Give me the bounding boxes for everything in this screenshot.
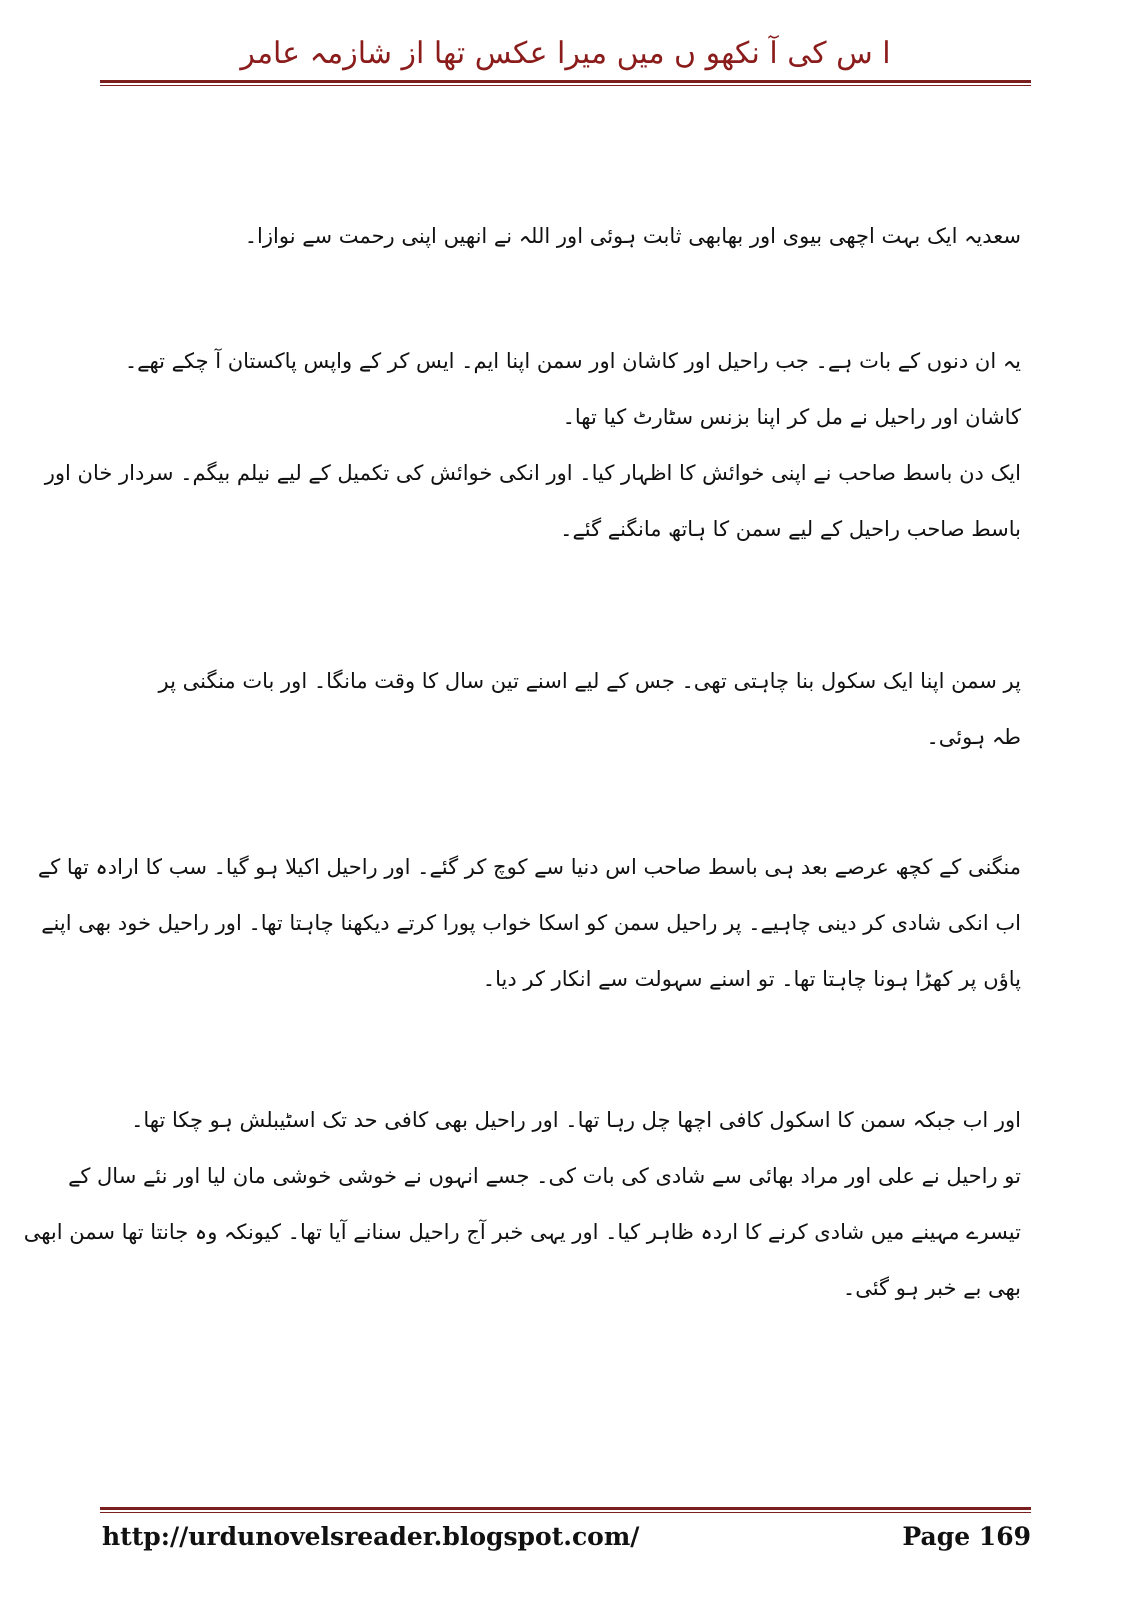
page-header-title: ا س کی آ نکھو ں میں میرا عکس تھا از شازمہ عامر bbox=[240, 36, 891, 71]
text-line: پر سمن اپنا ایک سکول بنا چاہتی تھی۔ جس کے لیے اسنے تین سال کا وقت مانگا۔ اور بات منگنی پر bbox=[158, 669, 1021, 693]
text-line: کاشان اور راحیل نے مل کر اپنا بزنس سٹارٹ کیا تھا۔ bbox=[562, 405, 1021, 429]
text-line: باسط صاحب راحیل کے لیے سمن کا ہاتھ مانگنے گئے۔ bbox=[560, 517, 1021, 541]
text-line: سعدیہ ایک بہت اچھی بیوی اور بھابھی ثابت ہوئی اور اللہ نے انھیں اپنی رحمت سے نوازا۔ bbox=[244, 224, 1021, 248]
text-line: طہ ہوئی۔ bbox=[926, 725, 1021, 749]
text-line: یہ ان دنوں کے بات ہے۔ جب راحیل اور کاشان اور سمن اپنا ایم۔ ایس کر کے واپس پاکستان آ چکے تھے۔ bbox=[124, 349, 1021, 373]
page-number: Page 169 bbox=[902, 1522, 1031, 1551]
text-line: تیسرے مہینے میں شادی کرنے کا اردہ ظاہر کیا۔ اور یہی خبر آج راحیل سنانے آیا تھا۔ کیونکہ وہ جانتا تھا سمن ابھی bbox=[23, 1220, 1021, 1244]
text-line: تو راحیل نے علی اور مراد بھائی سے شادی کی بات کی۔ جسے انہوں نے خوشی خوشی مان لیا اور نئے سال کے bbox=[68, 1164, 1021, 1188]
text-line: پاؤں پر کھڑا ہونا چاہتا تھا۔ تو اسنے سہولت سے انکار کر دیا۔ bbox=[482, 967, 1021, 991]
text-line: بھی بے خبر ہو گئی۔ bbox=[842, 1276, 1021, 1300]
footer-divider bbox=[100, 1507, 1031, 1513]
text-line: اب انکی شادی کر دینی چاہیے۔ پر راحیل سمن کو اسکا خواب پورا کرتے دیکھنا چاہتا تھا۔ اور راحیل خود بھی اپنے bbox=[41, 911, 1021, 935]
paragraph-2 bbox=[45, 333, 1021, 557]
paragraph-1 bbox=[245, 208, 1021, 264]
paragraph-3 bbox=[159, 653, 1021, 765]
text-line: اور اب جبکہ سمن کا اسکول کافی اچھا چل رہا تھا۔ اور راحیل بھی کافی حد تک اسٹیبلش ہو چکا تھا۔ bbox=[131, 1108, 1021, 1132]
text-line: ایک دن باسط صاحب نے اپنی خوائش کا اظہار کیا۔ اور انکی خوائش کی تکمیل کے لیے نیلم بیگم۔ سردار خان اور bbox=[44, 461, 1021, 485]
paragraph-5 bbox=[24, 1092, 1021, 1316]
paragraph-4 bbox=[38, 839, 1021, 1007]
footer-url: http://urdunovelsreader.blogspot.com/ bbox=[102, 1522, 640, 1551]
text-line: منگنی کے کچھ عرصے بعد ہی باسط صاحب اس دنیا سے کوچ کر گئے۔ اور راحیل اکیلا ہو گیا۔ سب کا ارادہ تھا کے bbox=[37, 855, 1021, 879]
header-divider bbox=[100, 80, 1031, 86]
